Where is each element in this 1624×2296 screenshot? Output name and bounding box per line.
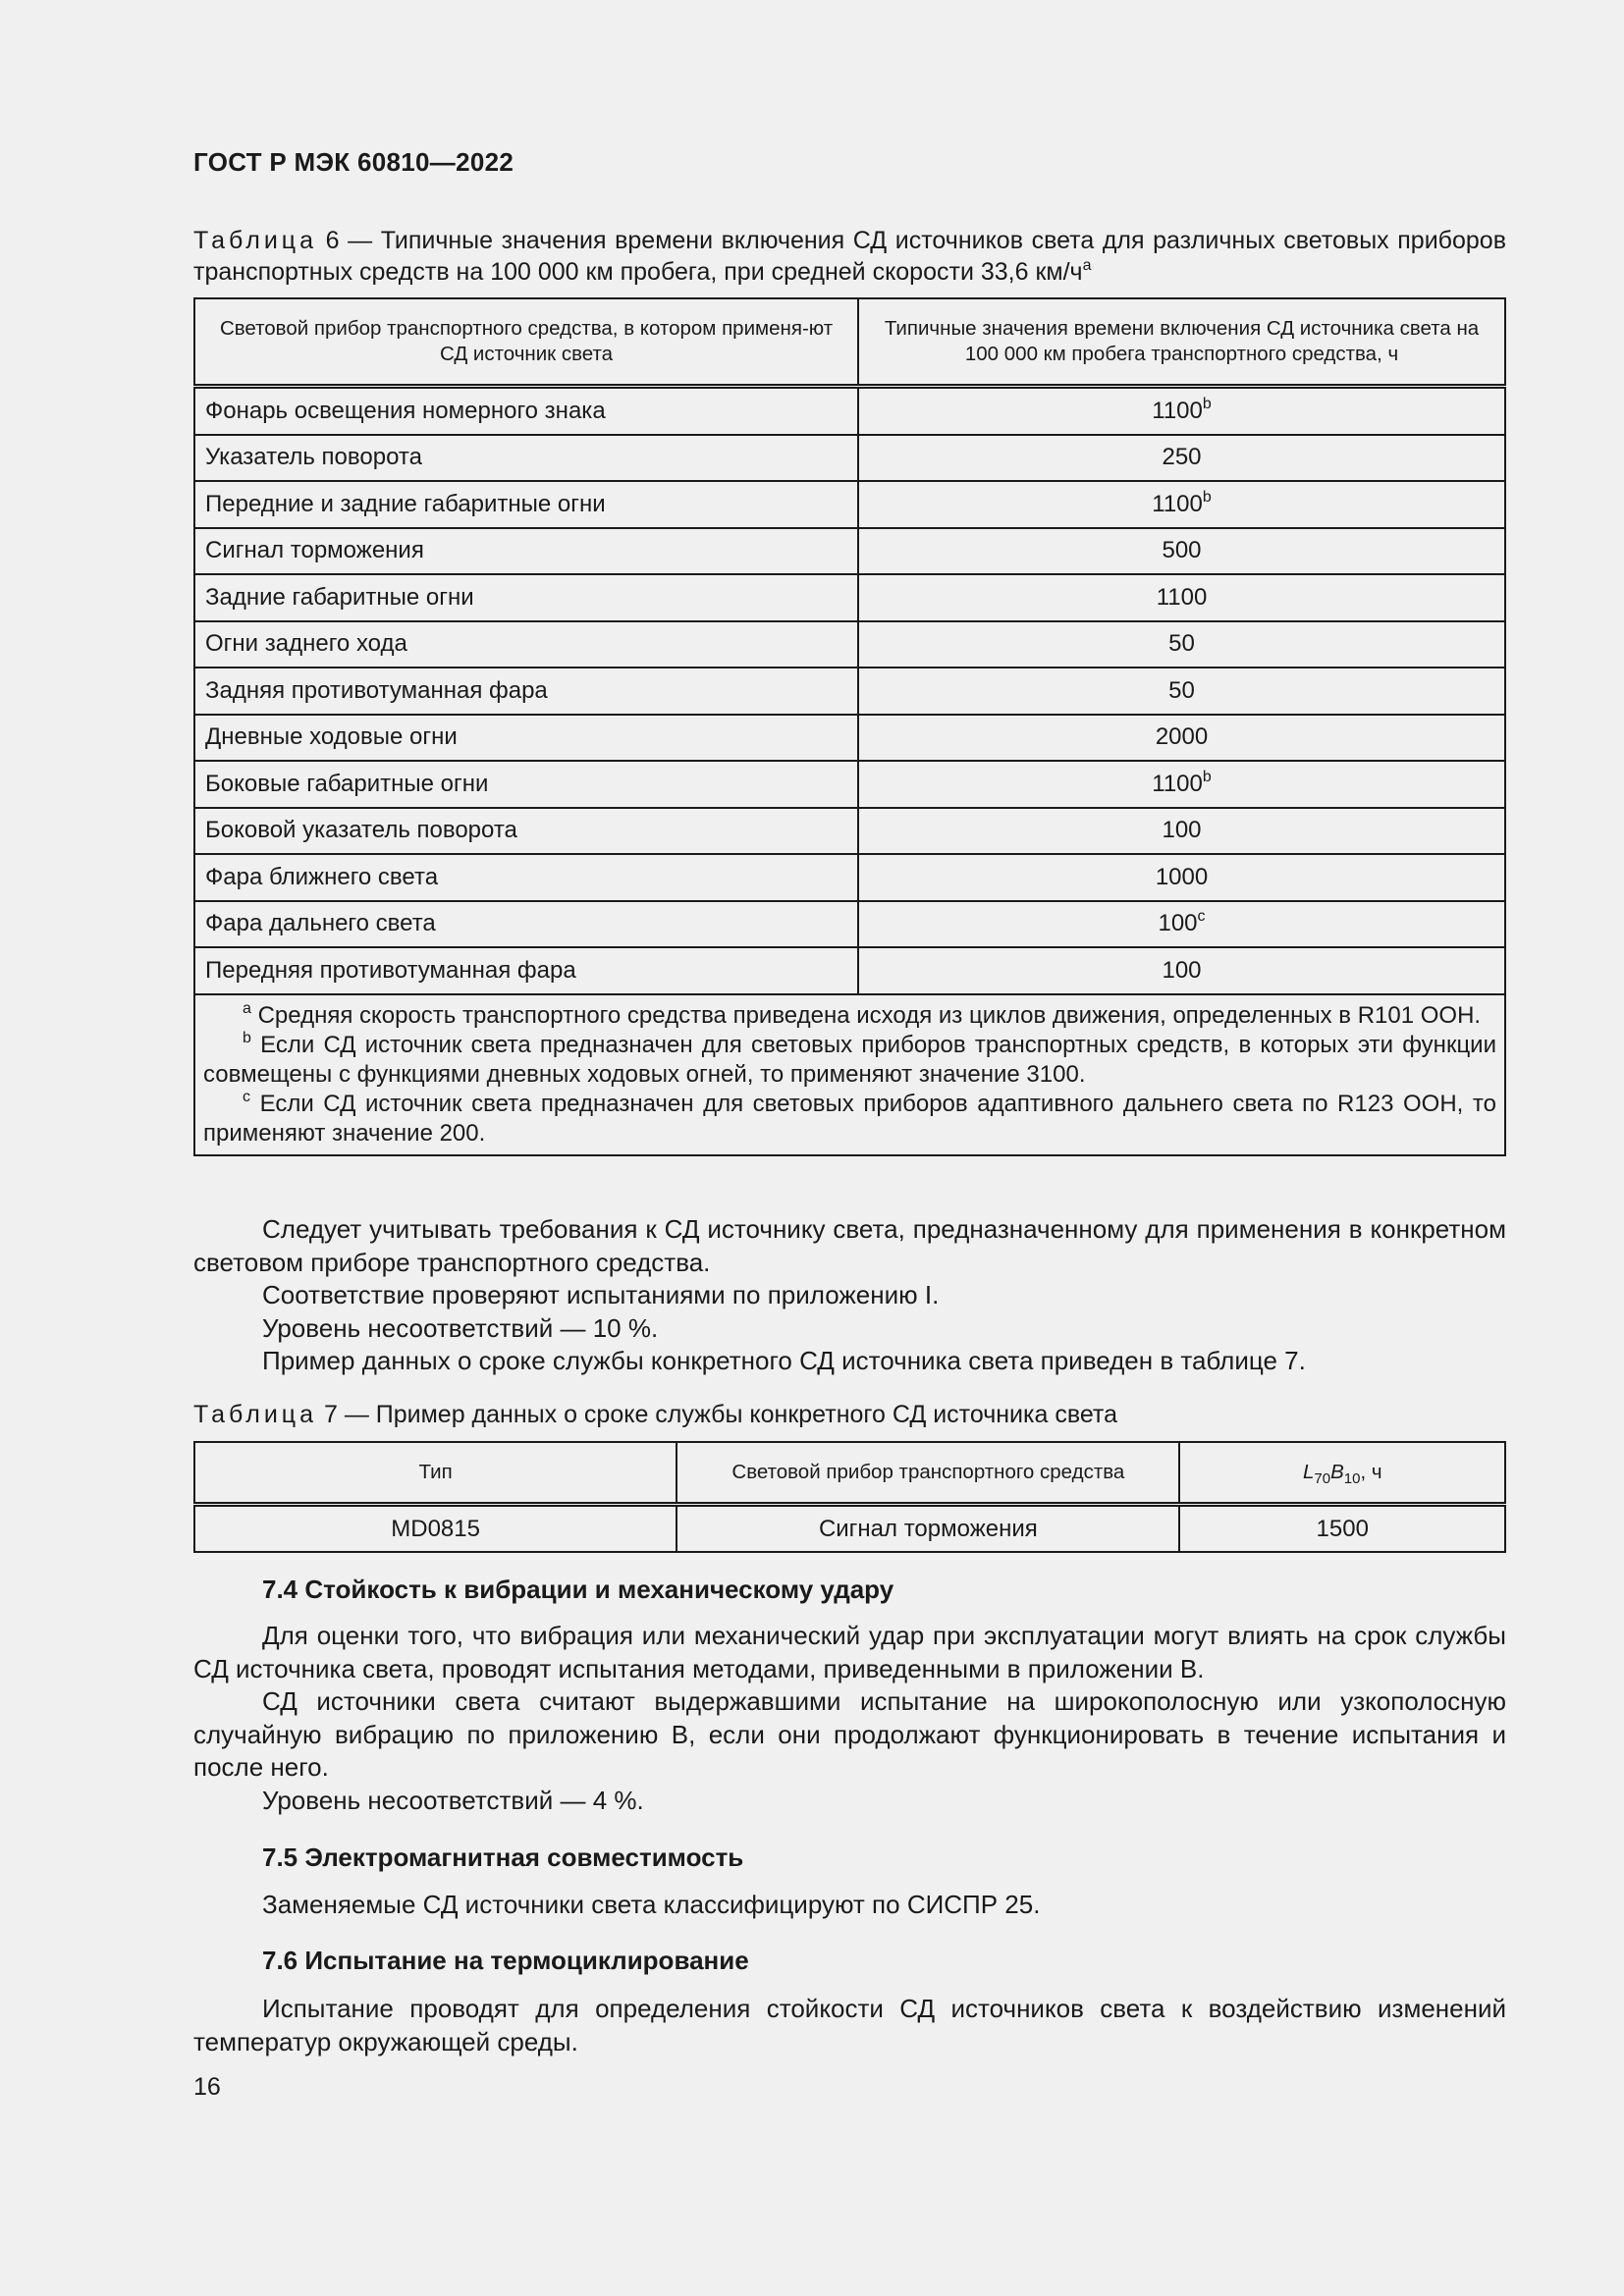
table-row [194, 1505, 1505, 1553]
table6-device-cell: Боковые габаритные огни [194, 761, 858, 808]
paragraph: Следует учитывать требования к СД источнику света, предназначенному для применения в конкретном световом приборе транспортного средства. [193, 1214, 1506, 1277]
section-7-6-heading: 7.6 Испытание на термоциклирование [262, 1946, 749, 1975]
table-row [194, 387, 1505, 435]
table6-device-cell: Передняя противотуманная фара [194, 947, 858, 994]
table6-device-cell: Задняя противотуманная фара [194, 667, 858, 715]
table-row [194, 435, 1505, 482]
table-row [194, 621, 1505, 668]
section-7-4-heading: 7.4 Стойкость к вибрации и механическому удару [262, 1575, 894, 1604]
page-number: 16 [193, 2073, 221, 2101]
paragraph: Заменяемые СД источники света классифицируют по СИСПР 25. [262, 1890, 1041, 1919]
table7-caption [193, 1399, 1506, 1430]
table6-value-cell: 1000 [858, 854, 1505, 901]
table6-caption-label: Таблица [193, 227, 318, 254]
table7-caption-text: 7 — Пример данных о сроке службы конкретного СД источника света [317, 1401, 1117, 1428]
table6-device-cell: Боковой указатель поворота [194, 808, 858, 855]
table-row [194, 667, 1505, 715]
table6-value-cell: 2000 [858, 715, 1505, 762]
table6-device-cell: Фонарь освещения номерного знака [194, 387, 858, 435]
table-row [194, 715, 1505, 762]
section-7-5-heading: 7.5 Электромагнитная совместимость [262, 1842, 744, 1872]
table7 [193, 1441, 1506, 1553]
table6-device-cell: Огни заднего хода [194, 621, 858, 668]
table6-footnotes-row [194, 994, 1505, 1155]
table6-value-cell: 100$^c$ [858, 901, 1505, 948]
table6-value-cell: 500 [858, 528, 1505, 575]
table6-caption-mark: a [1082, 257, 1092, 274]
table6-device-cell: Фара дальнего света [194, 901, 858, 948]
paragraph: Для оценки того, что вибрация или механический удар при эксплуатации могут влиять на срок службы СД источника света, проводят испытания методами, приведенными в приложении B. [193, 1621, 1506, 1683]
paragraph: Испытание проводят для определения стойкости СД источников света к воздействию изменений температур окружающей среды. [193, 1994, 1506, 2056]
table6-device-cell: Сигнал торможения [194, 528, 858, 575]
table6-header-row [194, 298, 1505, 387]
table6-value-cell: 100 [858, 947, 1505, 994]
footnote-a: $^a$ Средняя скорость транспортного средства приведена исходя из циклов движения, определенных в R101 ООН. [243, 999, 1482, 1029]
table7-caption-label: Таблица [193, 1401, 318, 1428]
table6-value-cell: 1100 [858, 574, 1505, 621]
paragraph: Соответствие проверяют испытаниями по приложению I. [262, 1280, 940, 1309]
section-7-5-body [193, 1889, 1506, 1922]
table7-type-cell: MD0815 [194, 1505, 677, 1553]
paragraph: Уровень несоответствий — 4 %. [262, 1785, 644, 1815]
table7-device-cell: Сигнал торможения [677, 1505, 1179, 1553]
table7-life-header: $L_{70}B_{10}$, ч [1179, 1442, 1505, 1505]
paragraphs-block-a [193, 1213, 1506, 1378]
table6-device-cell: Дневные ходовые огни [194, 715, 858, 762]
table6-caption-text: 6 — Типичные значения времени включения СД источников света для различных световых приборов транспортных средств на 100 000 км пробега, при средней скорости 33,6 км/ч [193, 227, 1506, 286]
document-page [193, 0, 1506, 2296]
paragraph: СД источники света считают выдержавшими испытание на широкополосную или узкополосную случайную вибрацию по приложению B, если они продолжают функционировать в течение испытания и после него. [193, 1686, 1506, 1782]
table6-device-cell: Задние габаритные огни [194, 574, 858, 621]
footnote-b: $^b$ Если СД источник света предназначен для световых приборов транспортных средств, в которых эти функции совмещены с функциями дневных ходовых огней, то применяют значение 3100. [203, 1029, 1496, 1088]
table6-footnotes [194, 994, 1505, 1155]
paragraph: Пример данных о сроке службы конкретного СД источника света приведен в таблице 7. [262, 1346, 1306, 1375]
table7-life-cell: 1500 [1179, 1505, 1505, 1553]
table-row [194, 947, 1505, 994]
table6-device-cell: Передние и задние габаритные огни [194, 481, 858, 528]
table-row [194, 481, 1505, 528]
table6-caption [193, 225, 1506, 288]
section-7-4-body [193, 1620, 1506, 1817]
table6-value-cell: 1100$^b$ [858, 761, 1505, 808]
table-row [194, 528, 1505, 575]
table6-value-cell: 50 [858, 667, 1505, 715]
table6-value-cell: 50 [858, 621, 1505, 668]
paragraph: Уровень несоответствий — 10 %. [262, 1312, 659, 1343]
table6-device-cell: Фара ближнего света [194, 854, 858, 901]
table-row [194, 574, 1505, 621]
table-row [194, 761, 1505, 808]
footnote-c: $^c$ Если СД источник света предназначен для световых приборов адаптивного дальнего света по R123 ООН, то применяют значение 200. [203, 1088, 1496, 1147]
table6-device-cell: Указатель поворота [194, 435, 858, 482]
table7-header-row [194, 1442, 1505, 1505]
table-row [194, 808, 1505, 855]
document-header: ГОСТ Р МЭК 60810—2022 [193, 147, 514, 177]
section-7-6-body [193, 1993, 1506, 2058]
table7-type-header: Тип [194, 1442, 677, 1505]
table6-value-cell: 1100$^b$ [858, 481, 1505, 528]
table6-col1-header: Световой прибор транспортного средства, в котором применя-ют СД источник света [194, 298, 858, 387]
table6-value-cell: 100 [858, 808, 1505, 855]
table-row [194, 901, 1505, 948]
table6-col2-header: Типичные значения времени включения СД источника света на 100 000 км пробега транспортного средства, ч [858, 298, 1505, 387]
table7-device-header: Световой прибор транспортного средства [677, 1442, 1179, 1505]
table-row [194, 854, 1505, 901]
table6 [193, 297, 1506, 1156]
table6-value-cell: 250 [858, 435, 1505, 482]
table6-value-cell: 1100$^b$ [858, 387, 1505, 435]
